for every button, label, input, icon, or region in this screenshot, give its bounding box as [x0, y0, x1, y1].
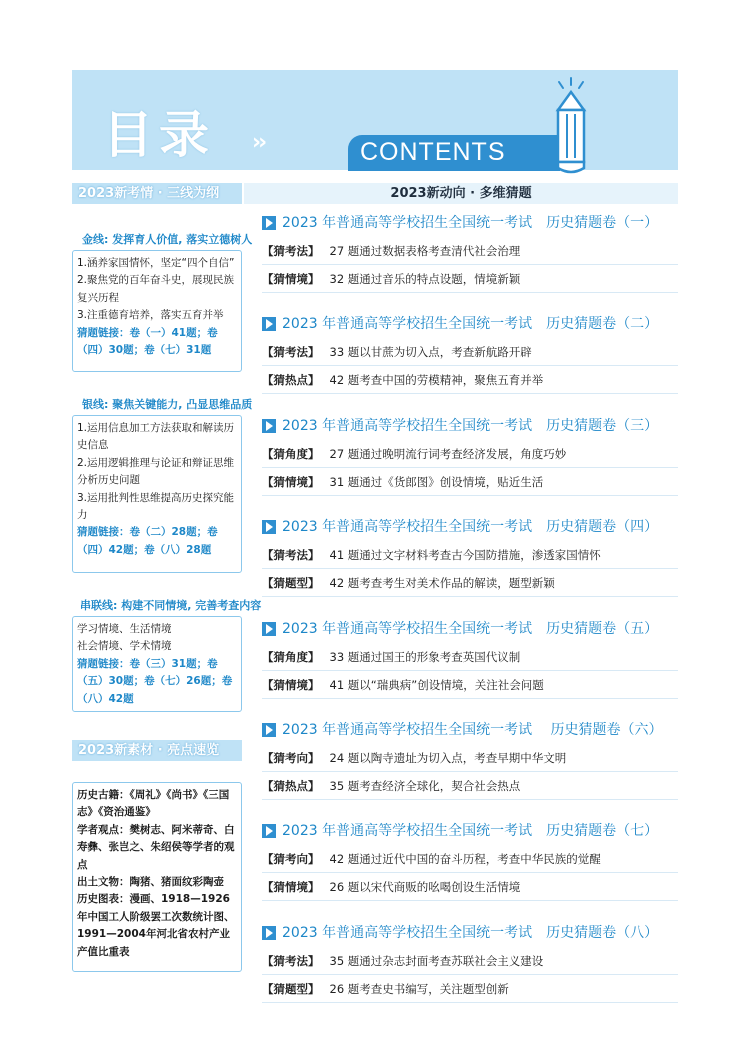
section-heading-kaoqing: 2023新考情 · 三线为纲	[72, 183, 242, 204]
point-tag: 【猜情境】	[262, 880, 320, 895]
play-triangle-icon	[262, 419, 276, 433]
series-line-box	[72, 616, 242, 712]
paper-point	[262, 649, 520, 665]
silver-line-item: 1.运用信息加工方法获取和解读历史信息	[77, 422, 235, 452]
silver-line-link: 猜题链接：卷（二）28题；卷（四）42题；卷（八）28题	[77, 526, 218, 556]
paper-point	[262, 243, 520, 259]
divider	[262, 568, 678, 569]
divider	[262, 872, 678, 873]
divider	[262, 467, 678, 468]
divider	[262, 495, 678, 496]
gold-line-item: 1.涵养家国情怀，坚定“四个自信”	[77, 257, 235, 269]
paper-title-text: 2023 年普通高等学校招生全国统一考试 历史猜题卷（四）	[282, 519, 659, 536]
play-triangle-icon	[262, 824, 276, 838]
paper-title	[262, 922, 658, 942]
play-triangle-icon	[262, 216, 276, 230]
point-text: 41 题以“瑞典病”创设情境，关注社会问题	[329, 677, 544, 692]
paper-point	[262, 547, 601, 563]
paper-point	[262, 271, 520, 287]
contents-label: CONTENTS	[360, 138, 506, 166]
point-tag: 【猜热点】	[262, 779, 320, 793]
material-item: 历史古籍：《周礼》《尚书》《三国志》《资治通鉴》	[77, 789, 230, 819]
point-text: 42 题考查考生对美术作品的解读，题型新颖	[329, 576, 555, 591]
gold-line-item: 3.注重德育培养，落实五育并举	[77, 309, 224, 322]
divider	[262, 1002, 678, 1003]
paper-title-text: 2023 年普通高等学校招生全国统一考试 历史猜题卷（八）	[282, 924, 659, 941]
divider	[262, 393, 678, 394]
divider	[262, 799, 678, 800]
play-triangle-icon	[262, 317, 276, 331]
divider	[262, 365, 678, 366]
point-tag: 【猜考法】	[262, 953, 320, 968]
gold-line-box	[72, 250, 242, 372]
point-text: 24 题以陶寺遗址为切入点，考查早期中华文明	[329, 751, 567, 765]
paper-point	[262, 677, 544, 693]
silver-line-item: 2.运用逻辑推理与论证和辩证思维分析历史问题	[77, 456, 235, 487]
point-text: 26 题考查史书编写，关注题型创新	[329, 981, 509, 996]
series-line-item: 社会情境、学术情境	[77, 640, 172, 653]
divider	[262, 900, 678, 901]
paper-title	[262, 820, 658, 840]
gold-line-link: 猜题链接：卷（一）41题；卷（四）30题；卷（七）31题	[77, 326, 218, 357]
play-triangle-icon	[262, 926, 276, 940]
point-text: 42 题考查中国的劳模精神，聚焦五育并举	[329, 373, 544, 388]
paper-title-text: 2023 年普通高等学校招生全国统一考试 历史猜题卷（七）	[282, 823, 659, 840]
divider	[262, 596, 678, 597]
point-tag: 【猜题型】	[262, 576, 320, 591]
paper-point	[262, 474, 543, 490]
section-heading-dongxiang: 2023新动向 · 多维猜题	[244, 183, 678, 204]
paper-point	[262, 344, 532, 360]
paper-point	[262, 575, 555, 591]
point-text: 35 题考查经济全球化，契合社会热点	[329, 779, 521, 793]
divider	[262, 771, 678, 772]
silver-line-title: 银线: 聚焦关键能力, 凸显思维品质	[82, 398, 253, 411]
point-text: 27 题通过数据表格考查清代社会治理	[329, 244, 521, 258]
point-tag: 【猜题型】	[262, 981, 320, 996]
paper-point	[262, 851, 601, 867]
double-chevron-icon: ››	[252, 130, 265, 155]
point-tag: 【猜情境】	[262, 272, 320, 286]
paper-point	[262, 778, 520, 794]
paper-point	[262, 372, 543, 388]
point-tag: 【猜考向】	[262, 751, 320, 765]
paper-point	[262, 953, 543, 969]
silver-line-box	[72, 415, 242, 573]
play-triangle-icon	[262, 622, 276, 636]
paper-title-text: 2023 年普通高等学校招生全国统一考试 历史猜题卷（三）	[282, 417, 659, 434]
play-triangle-icon	[262, 723, 276, 737]
point-tag: 【猜考法】	[262, 244, 320, 258]
gold-line-title: 金线: 发挥育人价值, 落实立德树人	[82, 233, 253, 246]
point-text: 32 题通过音乐的特点设题，情境新颖	[329, 272, 521, 286]
series-line-title: 串联线: 构建不同情境, 完善考查内容	[80, 599, 262, 612]
play-triangle-icon	[262, 520, 276, 534]
paper-title	[262, 618, 658, 638]
pencil-icon	[548, 76, 594, 176]
divider	[262, 292, 678, 293]
point-tag: 【猜情境】	[262, 474, 320, 489]
section-heading-sucai: 2023新素材 · 亮点速览	[72, 740, 242, 761]
paper-title	[262, 313, 658, 333]
paper-title	[262, 516, 658, 536]
divider	[262, 670, 678, 671]
divider	[262, 974, 678, 975]
paper-point	[262, 446, 566, 462]
materials-box	[72, 782, 242, 972]
paper-title	[262, 415, 658, 435]
point-text: 42 题通过近代中国的奋斗历程，考查中华民族的觉醒	[329, 852, 601, 867]
divider	[262, 264, 678, 265]
paper-title-text: 2023 年普通高等学校招生全国统一考试 历史猜题卷（二）	[282, 316, 659, 333]
point-tag: 【猜角度】	[262, 649, 320, 664]
series-line-item: 学习情境、生活情境	[77, 623, 172, 635]
point-text: 33 题以甘蔗为切入点，考查新航路开辟	[329, 345, 532, 360]
paper-title-text: 2023 年普通高等学校招生全国统一考试 历史猜题卷（一）	[282, 215, 659, 231]
material-item: 历史图表：漫画、1918—1926年中国工人阶级罢工次数统计图、1991—2004年河北省农村产业产值比重表	[77, 893, 235, 958]
point-text: 27 题通过晚明流行词考查经济发展，角度巧妙	[329, 446, 567, 461]
point-tag: 【猜热点】	[262, 373, 320, 388]
silver-line-item: 3.运用批判性思维提高历史探究能力	[77, 491, 235, 522]
point-text: 35 题通过杂志封面考查苏联社会主义建设	[329, 953, 544, 968]
paper-title	[262, 719, 663, 739]
point-tag: 【猜情境】	[262, 677, 320, 692]
point-text: 41 题通过文字材料考查古今国防措施，渗透家国情怀	[329, 548, 601, 563]
point-tag: 【猜考法】	[262, 548, 320, 563]
point-tag: 【猜考法】	[262, 345, 320, 360]
point-text: 26 题以宋代商贩的吆喝创设生活情境	[329, 880, 521, 895]
point-text: 31 题通过《货郎图》创设情境，贴近生活	[329, 474, 544, 489]
paper-title-text: 2023 年普通高等学校招生全国统一考试 历史猜题卷（五）	[282, 620, 659, 637]
point-tag: 【猜考向】	[262, 852, 320, 867]
material-item: 出土文物：陶猪、猪面纹彩陶壶	[77, 876, 224, 889]
paper-point	[262, 981, 509, 997]
series-line-link: 猜题链接：卷（三）31题；卷（五）30题；卷（七）26题；卷（八）42题	[77, 657, 233, 705]
point-text: 33 题通过国王的形象考查英国代议制	[329, 649, 521, 664]
point-tag: 【猜角度】	[262, 446, 320, 461]
paper-title-text: 2023 年普通高等学校招生全国统一考试 历史猜题卷（六）	[282, 722, 663, 738]
paper-point	[262, 879, 520, 895]
divider	[262, 698, 678, 699]
page-title: 目录	[103, 106, 215, 164]
material-item: 学者观点：樊树志、阿米蒂奇、白寿彝、张岂之、朱绍侯等学者的观点	[77, 823, 235, 871]
paper-point	[262, 750, 566, 766]
gold-line-item: 2.聚焦党的百年奋斗史，展现民族复兴历程	[77, 274, 235, 304]
paper-title	[262, 212, 658, 232]
